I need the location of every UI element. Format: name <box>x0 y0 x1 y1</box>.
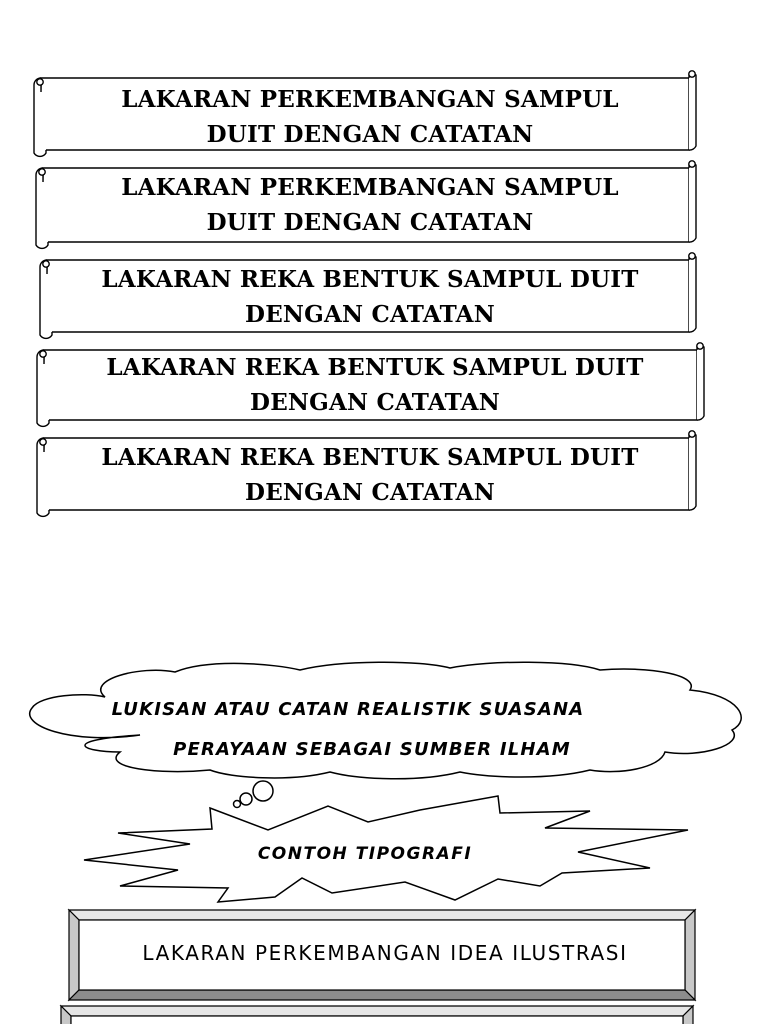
scroll-4-line-2: DENGAN CATATAN <box>250 389 500 416</box>
scroll-2-line-2: DUIT DENGAN CATATAN <box>206 209 534 236</box>
bevel-top <box>69 910 695 920</box>
scroll-right-roll <box>689 74 696 150</box>
scroll-left-curl <box>40 351 46 357</box>
cloud-bubble-small <box>234 801 241 808</box>
bevel-right <box>685 910 695 1000</box>
cloud-line-2: PERAYAAN SEBAGAI SUMBER ILHAM <box>173 739 571 760</box>
bevel-top <box>61 1006 693 1016</box>
scroll-right-roll <box>689 434 696 510</box>
bevel-banner-2 <box>61 1006 693 1024</box>
scroll-right-curl <box>689 253 695 259</box>
scroll-right-curl <box>697 343 703 349</box>
scroll-left-curl <box>39 169 45 175</box>
bevel-face <box>71 1016 683 1024</box>
scroll-3-line-1: LAKARAN REKA BENTUK SAMPUL DUIT <box>101 266 639 293</box>
banner-text: LAKARAN PERKEMBANGAN IDEA ILUSTRASI <box>142 941 628 965</box>
scroll-2-text <box>60 170 680 240</box>
scroll-5-line-1: LAKARAN REKA BENTUK SAMPUL DUIT <box>101 444 639 471</box>
scroll-left-curl <box>37 79 43 85</box>
scroll-5-line-2: DENGAN CATATAN <box>245 479 495 506</box>
burst-text: CONTOH TIPOGRAFI <box>257 844 473 864</box>
scroll-left-curl <box>43 261 49 267</box>
cloud-text <box>100 690 620 770</box>
cloud-line-1: LUKISAN ATAU CATAN REALISTIK SUASANA <box>111 699 585 720</box>
scroll-right-curl <box>689 161 695 167</box>
scroll-5-text <box>55 440 685 510</box>
scroll-left-curl <box>40 439 46 445</box>
bevel-bottom <box>69 990 695 1000</box>
scroll-3-text <box>55 262 685 332</box>
scroll-3-line-2: DENGAN CATATAN <box>245 301 495 328</box>
scroll-4-text <box>55 350 695 420</box>
scroll-right-curl <box>689 431 695 437</box>
scroll-1-text <box>60 82 680 152</box>
scroll-1-line-2: DUIT DENGAN CATATAN <box>206 121 534 148</box>
scroll-4-line-1: LAKARAN REKA BENTUK SAMPUL DUIT <box>106 354 644 381</box>
cloud-bubble-large <box>253 781 273 801</box>
scroll-1-line-1: LAKARAN PERKEMBANGAN SAMPUL <box>121 86 619 113</box>
scroll-right-roll <box>689 256 696 332</box>
scroll-right-roll <box>697 346 704 420</box>
scroll-right-roll <box>689 164 696 242</box>
scroll-right-curl <box>689 71 695 77</box>
cloud-bubble-medium <box>240 793 252 805</box>
bevel-left <box>69 910 79 1000</box>
scroll-2-line-1: LAKARAN PERKEMBANGAN SAMPUL <box>121 174 619 201</box>
